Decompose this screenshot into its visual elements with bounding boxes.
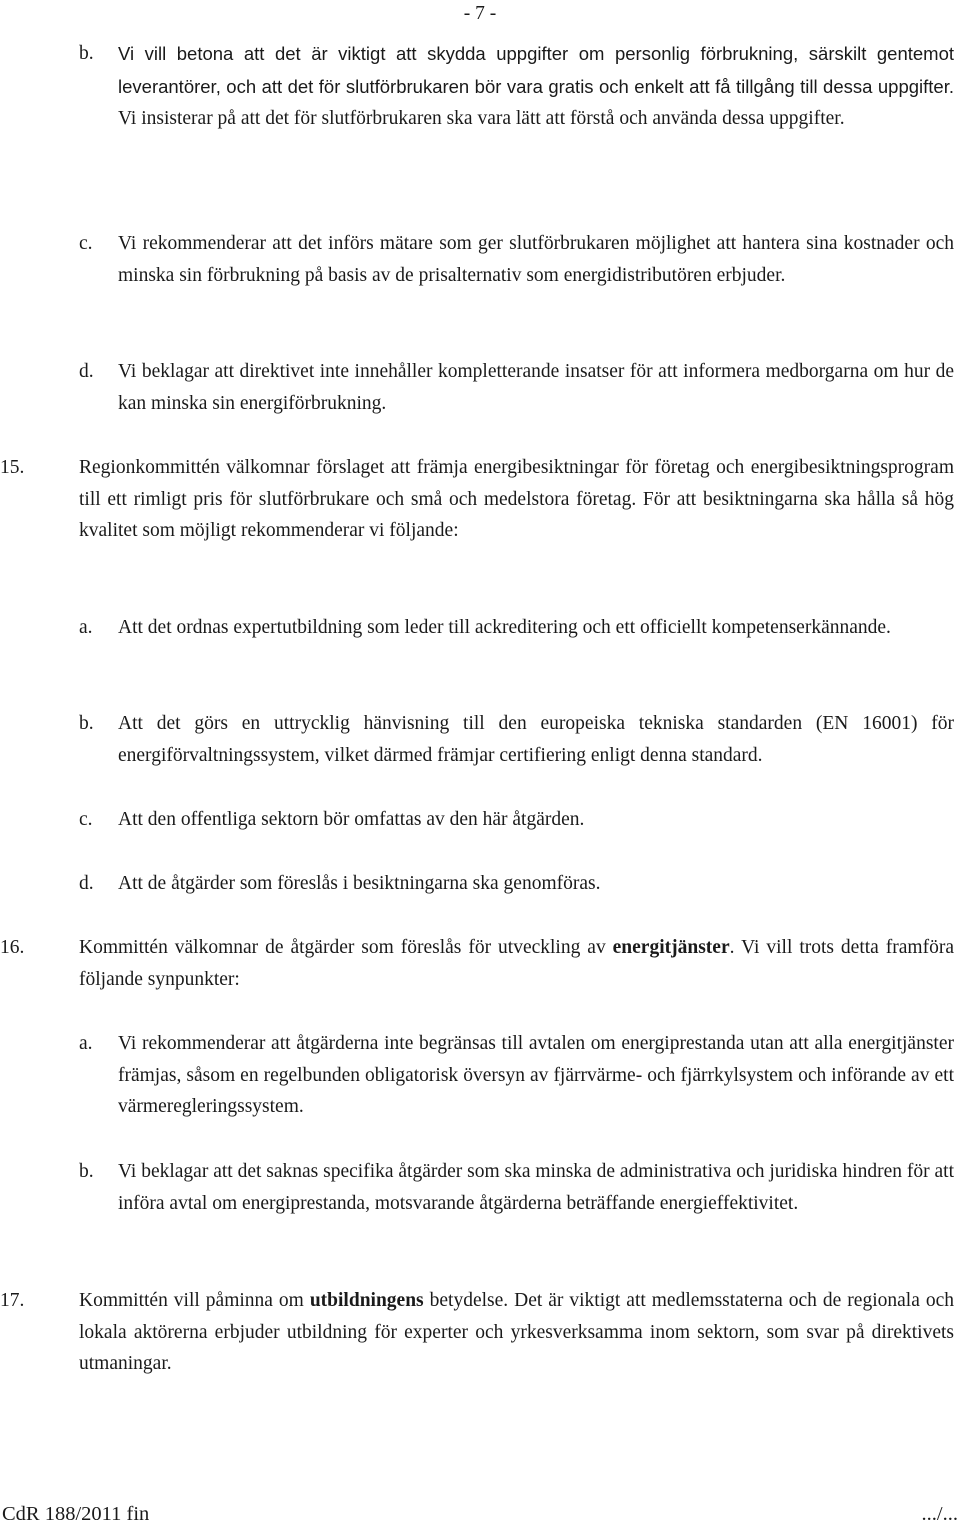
item-label: a. <box>79 1033 93 1054</box>
item-label: b. <box>79 713 94 734</box>
item-text: Att de åtgärder som föreslås i besiktningarna ska genomföras. <box>118 873 601 894</box>
paragraph-text: Regionkommittén välkomnar förslaget att främja energibesiktningar för företag och energibesiktningsprogram till ett rimligt pris för slutförbrukare och små och medelstora företag. För att besiktningarna ska hålla så hög kvalitet som möjligt rekommenderar vi följande: <box>79 457 954 541</box>
list-item-d-implementation <box>0 868 960 900</box>
paragraph-17 <box>0 1285 960 1380</box>
item-text: Att det görs en uttrycklig hänvisning till den europeiska tekniska standarden (EN 16001) för energiförvaltningssystem, vilket därmed främjar certifiering enligt denna standard. <box>118 713 954 766</box>
paragraph-number: 17. <box>0 1290 25 1311</box>
paragraph-number: 15. <box>0 457 25 478</box>
page-number: - 7 - <box>463 3 497 24</box>
list-item-c-public-sector <box>0 804 960 836</box>
paragraph-text <box>79 932 954 995</box>
item-label: d. <box>79 873 94 894</box>
item-text: Vi beklagar att det saknas specifika åtgärder som ska minska de administrativa och juridiska hindren för att införa avtal om energiprestanda, motsvarande åtgärderna beträffande energieffektivitet. <box>118 1161 954 1214</box>
item-text: Att det ordnas expertutbildning som leder till ackreditering och ett officiellt kompetenserkännande. <box>118 617 891 638</box>
emphasis-energy-services: energitjänster <box>612 937 730 958</box>
item-text-part-1: Vi vill betona att det är viktigt att skydda uppgifter om personlig förbrukning, särskilt gentemot leverantörer, och att det för slutförbrukaren bör vara gratis och enkelt att få tillgång till dessa uppgifter. <box>118 43 954 97</box>
item-label: a. <box>79 617 93 638</box>
paragraph-text-start: Kommittén välkomnar de åtgärder som föreslås för utveckling av <box>79 937 613 958</box>
list-item-a-energy-services <box>0 1028 960 1123</box>
item-label: d. <box>79 361 94 382</box>
list-item-a-expert-training <box>0 612 960 644</box>
item-text: Att den offentliga sektorn bör omfattas av den här åtgärden. <box>118 809 585 830</box>
item-label: b. <box>79 43 94 64</box>
footer-continuation-mark: .../... <box>921 1503 958 1525</box>
list-item-b-administrative-obstacles <box>0 1156 960 1219</box>
item-text: Vi beklagar att direktivet inte innehåller kompletterande insatser för att informera medborgarna om hur de kan minska sin energiförbrukning. <box>118 361 954 414</box>
item-label: c. <box>79 233 93 254</box>
list-item-c-meters <box>0 228 960 291</box>
paragraph-number: 16. <box>0 937 25 958</box>
paragraph-text-start: Kommittén vill påminna om <box>79 1290 310 1311</box>
item-text: Vi rekommenderar att åtgärderna inte begränsas till avtalen om energiprestanda utan att alla energitjänster främjas, såsom en regelbunden obligatorisk översyn av fjärrvärme- och fjärrkylsystem och införande av ett värmeregleringssystem. <box>118 1033 954 1117</box>
paragraph-16 <box>0 932 960 995</box>
item-text <box>118 38 954 135</box>
item-text-part-2: Vi insisterar på att det för slutförbrukaren ska vara lätt att förstå och använda dessa uppgifter. <box>118 108 845 129</box>
footer-document-reference: CdR 188/2011 fin <box>2 1503 150 1525</box>
item-label: c. <box>79 809 93 830</box>
paragraph-text-end: . Vi vill trots detta framföra följande synpunkter: <box>79 937 954 990</box>
list-item-d-information <box>0 356 960 419</box>
paragraph-text-end: betydelse. Det är viktigt att medlemsstaterna och de regionala och lokala aktörerna erbjuder utbildning för experter och yrkesverksamma inom sektorn, som svar på direktivets utmaningar. <box>79 1290 954 1374</box>
list-item-b-data-protection <box>0 38 960 135</box>
item-label: b. <box>79 1161 94 1182</box>
item-text: Vi rekommenderar att det införs mätare som ger slutförbrukaren möjlighet att hantera sina kostnader och minska sin förbrukning på basis av de prisalternativ som energidistributören erbjuder. <box>118 233 954 286</box>
emphasis-training: utbildningens <box>309 1290 424 1311</box>
paragraph-text <box>79 1285 954 1380</box>
list-item-b-standard-reference <box>0 708 960 771</box>
paragraph-15 <box>0 452 960 547</box>
